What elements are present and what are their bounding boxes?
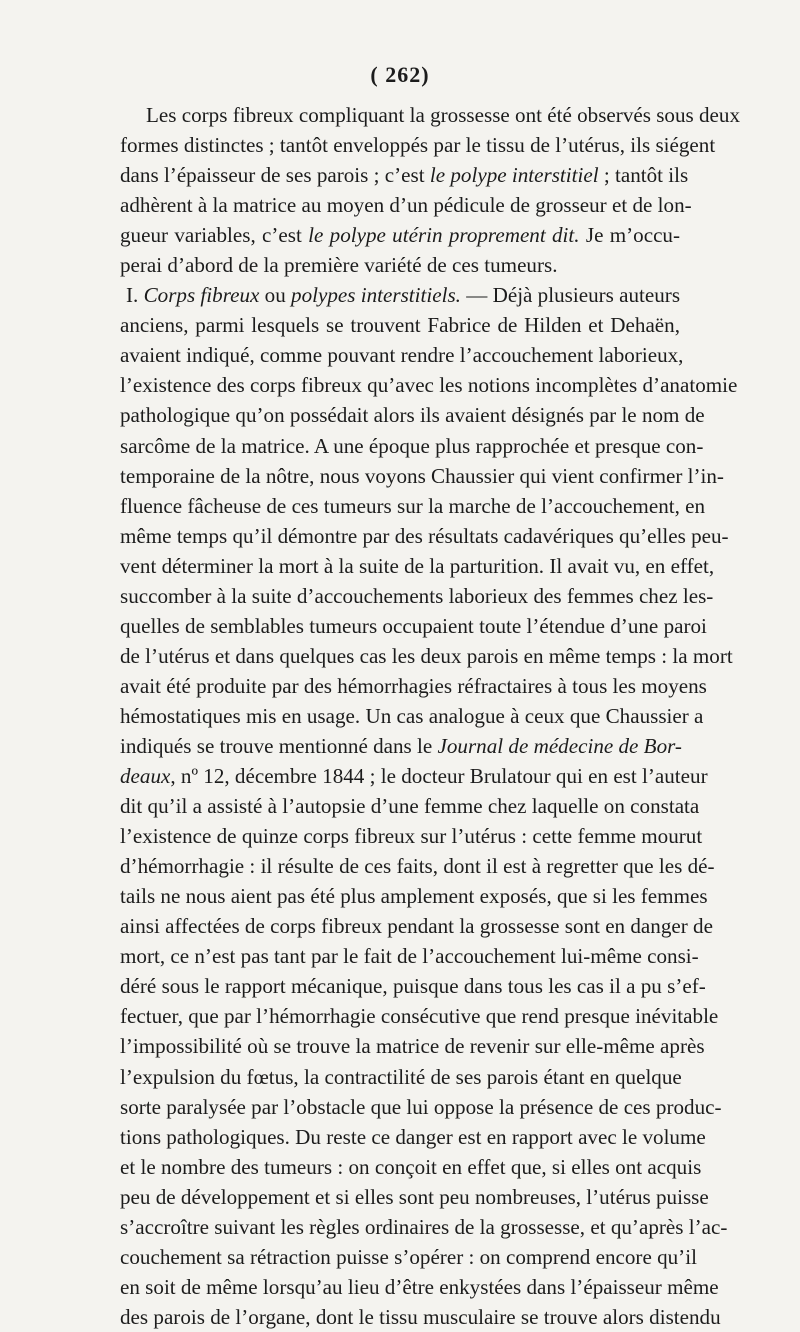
text-run: — Déjà plusieurs auteurs — [460, 283, 681, 308]
text-line — [120, 761, 708, 791]
text-line — [120, 1182, 709, 1212]
text-line — [120, 791, 700, 821]
text-line — [120, 521, 729, 551]
text-line — [120, 701, 704, 731]
text-line — [120, 370, 738, 400]
body-text — [120, 100, 741, 1332]
text-run: l’impossibilité où se trouve la matrice de revenir sur elle-même après — [120, 1034, 705, 1059]
text-run: adhèrent à la matrice au moyen d’un pédicule de grosseur et de lon- — [120, 193, 692, 218]
italic-text: polypes interstitiels. — [291, 283, 461, 308]
text-run: et le nombre des tumeurs : on conçoit en effet que, si elles ont acquis — [120, 1154, 702, 1179]
text-line — [120, 431, 704, 461]
text-line — [120, 611, 707, 641]
text-run: l’existence de quinze corps fibreux sur l’utérus : cette femme mourut — [120, 824, 703, 849]
text-run: s’accroître suivant les règles ordinaires de la grossesse, et qu’après l’ac- — [120, 1214, 728, 1239]
italic-text: le polype utérin proprement dit. — [308, 223, 580, 248]
text-line — [120, 280, 680, 310]
text-line — [120, 851, 715, 881]
text-line — [120, 100, 741, 130]
text-line — [120, 160, 689, 190]
text-run: sorte paralysée par l’obstacle que lui oppose la présence de ces produc- — [120, 1094, 722, 1119]
text-line — [120, 1272, 719, 1302]
text-line — [120, 220, 680, 250]
text-line — [120, 1092, 722, 1122]
text-run: dit qu’il a assisté à l’autopsie d’une femme chez laquelle on constata — [120, 794, 700, 819]
text-run: pathologique qu’on possédait alors ils avaient désignés par le nom de — [120, 403, 705, 428]
text-line — [120, 911, 713, 941]
text-line — [120, 400, 705, 430]
text-run: l’expulsion du fœtus, la contractilité de ses parois étant en quelque — [120, 1064, 682, 1089]
text-line — [120, 551, 715, 581]
text-line — [120, 941, 699, 971]
text-run: dans l’épaisseur de ses parois ; c’est — [120, 163, 430, 188]
text-line — [120, 461, 724, 491]
text-line — [120, 190, 692, 220]
text-run: avait été produite par des hémorrhagies réfractaires à tous les moyens — [120, 673, 707, 698]
text-run: ou — [259, 283, 292, 308]
text-run: vent déterminer la mort à la suite de la parturition. Il avait vu, en effet, — [120, 553, 715, 578]
text-line — [120, 1212, 728, 1242]
text-run: ainsi affectées de corps fibreux pendant la grossesse sont en danger de — [120, 914, 713, 939]
text-run: perai d’abord de la première variété de ces tumeurs. — [120, 253, 558, 278]
text-run: déré sous le rapport mécanique, puisque dans tous les cas il a pu s’ef- — [120, 974, 706, 999]
text-line — [120, 1242, 697, 1272]
text-line — [120, 971, 706, 1001]
italic-text: le polype interstitiel — [429, 163, 599, 188]
text-line — [120, 1302, 721, 1332]
text-run: même temps qu’il démontre par des résultats cadavériques qu’elles peu- — [120, 523, 729, 548]
text-run: avaient indiqué, comme pouvant rendre l’accouchement laborieux, — [120, 343, 684, 368]
text-run: sarcôme de la matrice. A une époque plus rapprochée et presque con- — [120, 433, 704, 458]
text-line — [120, 340, 684, 370]
text-line — [120, 671, 707, 701]
text-line — [120, 1001, 719, 1031]
italic-text: deaux — [120, 764, 171, 789]
text-line — [120, 581, 714, 611]
text-run: ; tantôt ils — [598, 163, 689, 188]
text-run: hémostatiques mis en usage. Un cas analogue à ceux que Chaussier a — [120, 703, 704, 728]
text-line — [120, 310, 680, 340]
text-run: indiqués se trouve mentionné dans le — [120, 733, 438, 758]
text-run: Les corps fibreux compliquant la grossesse ont été observés sous deux — [146, 103, 741, 127]
text-line — [120, 731, 680, 761]
text-run: Je m’occu- — [579, 223, 680, 248]
text-run: temporaine de la nôtre, nous voyons Chaussier qui vient confirmer l’in- — [120, 463, 724, 488]
text-line — [120, 821, 703, 851]
text-run: formes distinctes ; tantôt enveloppés par le tissu de l’utérus, ils siégent — [120, 133, 716, 158]
text-run: gueur variables, c’est — [120, 223, 309, 248]
text-run: tails ne nous aient pas été plus amplement exposés, que si les femmes — [120, 884, 708, 909]
text-run: tions pathologiques. Du reste ce danger est en rapport avec le volume — [120, 1124, 706, 1149]
text-run: fectuer, que par l’hémorrhagie consécutive que rend presque inévitable — [120, 1004, 719, 1029]
text-run: couchement sa rétraction puisse s’opérer : on comprend encore qu’il — [120, 1244, 697, 1269]
text-line — [120, 130, 716, 160]
text-run: en soit de même lorsqu’au lieu d’être enkystées dans l’épaisseur même — [120, 1274, 719, 1299]
text-line — [120, 491, 706, 521]
text-run: succomber à la suite d’accouchements laborieux des femmes chez les- — [120, 583, 714, 608]
text-run: l’existence des corps fibreux qu’avec les notions incomplètes d’anatomie — [120, 373, 738, 398]
text-line — [120, 1122, 706, 1152]
text-run: , nº 12, décembre 1844 ; le docteur Brulatour qui en est l’auteur — [170, 764, 708, 789]
text-line — [120, 641, 733, 671]
italic-text: Corps fibreux — [143, 283, 260, 308]
page-number: ( 262) — [370, 62, 430, 87]
text-run: mort, ce n’est pas tant par le fait de l’accouchement lui-même consi- — [120, 944, 699, 969]
text-run: des parois de l’organe, dont le tissu musculaire se trouve alors distendu — [120, 1304, 721, 1329]
text-line — [120, 250, 680, 280]
text-line — [120, 1062, 680, 1092]
text-run: I. — [126, 283, 144, 308]
italic-text: Journal de médecine de Bor- — [437, 733, 682, 758]
text-line — [120, 1031, 705, 1061]
text-run: d’hémorrhagie : il résulte de ces faits, dont il est à regretter que les dé- — [120, 854, 715, 879]
text-line — [120, 881, 708, 911]
text-line — [120, 1152, 702, 1182]
text-run: de l’utérus et dans quelques cas les deux parois en même temps : la mort — [120, 643, 733, 668]
text-run: peu de développement et si elles sont peu nombreuses, l’utérus puisse — [120, 1184, 709, 1209]
text-run: fluence fâcheuse de ces tumeurs sur la marche de l’accouchement, en — [120, 493, 706, 518]
text-run: anciens, parmi lesquels se trouvent Fabrice de Hilden et Dehaën, — [120, 313, 680, 338]
text-run: quelles de semblables tumeurs occupaient toute l’étendue d’une paroi — [120, 613, 707, 638]
